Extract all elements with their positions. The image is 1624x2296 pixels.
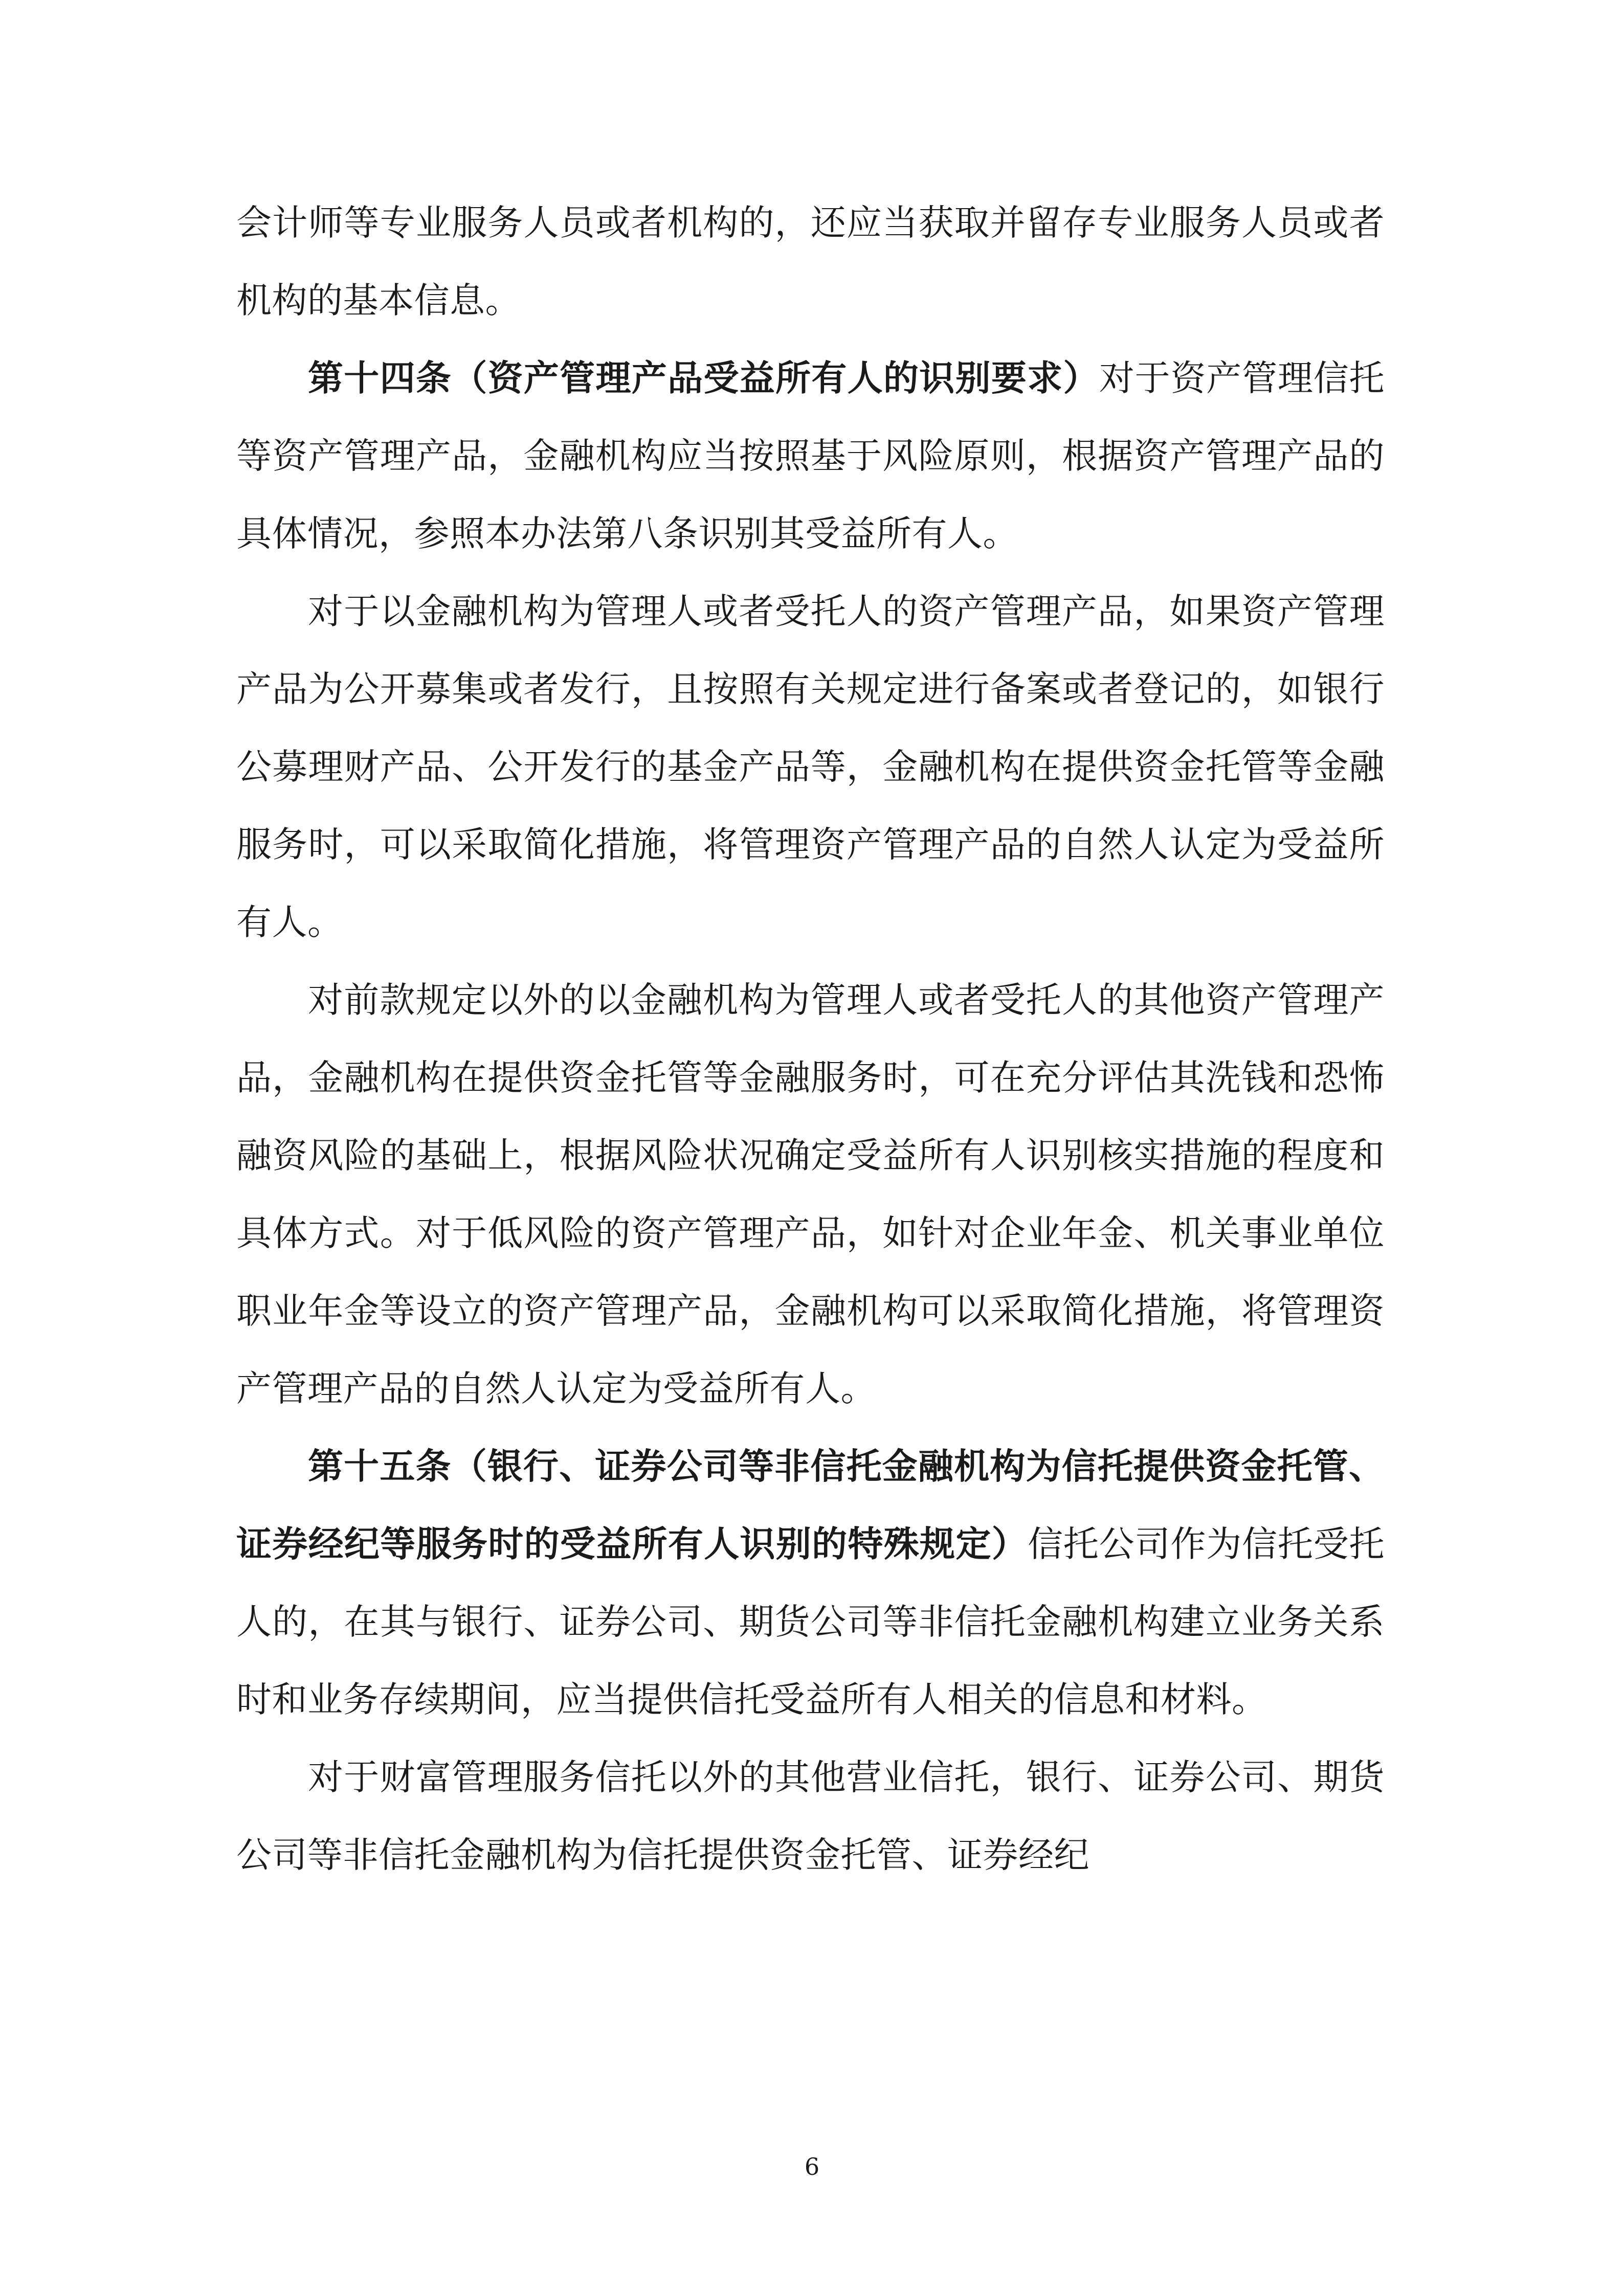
paragraph-article-15-2: [236, 1739, 1385, 1894]
paragraph-text: 对于财富管理服务信托以外的其他营业信托，银行、证券公司、期货公司等非信托金融机构为信托提供资金托管、证券经纪: [236, 1757, 1385, 1876]
paragraph-text: 对于资产管理信托等资产管理产品，金融机构应当按照基于风险原则，根据资产管理产品的具体情况，参照本办法第八条识别其受益所有人。: [236, 358, 1385, 554]
paragraph-article-15: [236, 1428, 1385, 1739]
paragraph-text: 对于以金融机构为管理人或者受托人的资产管理产品，如果资产管理产品为公开募集或者发行，且按照有关规定进行备案或者登记的，如银行公募理财产品、公开发行的基金产品等，金融机构在提供资金托管等金融服务时，可以采取简化措施，将管理资产管理产品的自然人认定为受益所有人。: [236, 591, 1385, 943]
paragraph-text: 对前款规定以外的以金融机构为管理人或者受托人的其他资产管理产品，金融机构在提供资金托管等金融服务时，可在充分评估其洗钱和恐怖融资风险的基础上，根据风险状况确定受益所有人识别核实措施的程度和具体方式。对于低风险的资产管理产品，如针对企业年金、机关事业单位职业年金等设立的资产管理产品，金融机构可以采取简化措施，将管理资产管理产品的自然人认定为受益所有人。: [236, 980, 1385, 1409]
article-15-heading: 第十五条（银行、证券公司等非信托金融机构为信托提供资金托管、证券经纪等服务时的受益所有人识别的特殊规定）: [236, 1446, 1385, 1565]
paragraph-text: 信托公司作为信托受托人的，在其与银行、证券公司、期货公司等非信托金融机构建立业务关系时和业务存续期间，应当提供信托受益所有人相关的信息和材料。: [236, 1524, 1385, 1720]
page-number: 6: [804, 2153, 820, 2180]
paragraph-article-14-2: [236, 573, 1385, 961]
paragraph-continuation: [236, 184, 1385, 340]
paragraph-text: 会计师等专业服务人员或者机构的，还应当获取并留存专业服务人员或者机构的基本信息。: [236, 202, 1385, 321]
paragraph-article-14: [236, 340, 1385, 573]
article-14-heading: 第十四条（资产管理产品受益所有人的识别要求）: [308, 357, 1099, 399]
document-body: [236, 184, 1385, 1894]
paragraph-article-14-3: [236, 961, 1385, 1428]
